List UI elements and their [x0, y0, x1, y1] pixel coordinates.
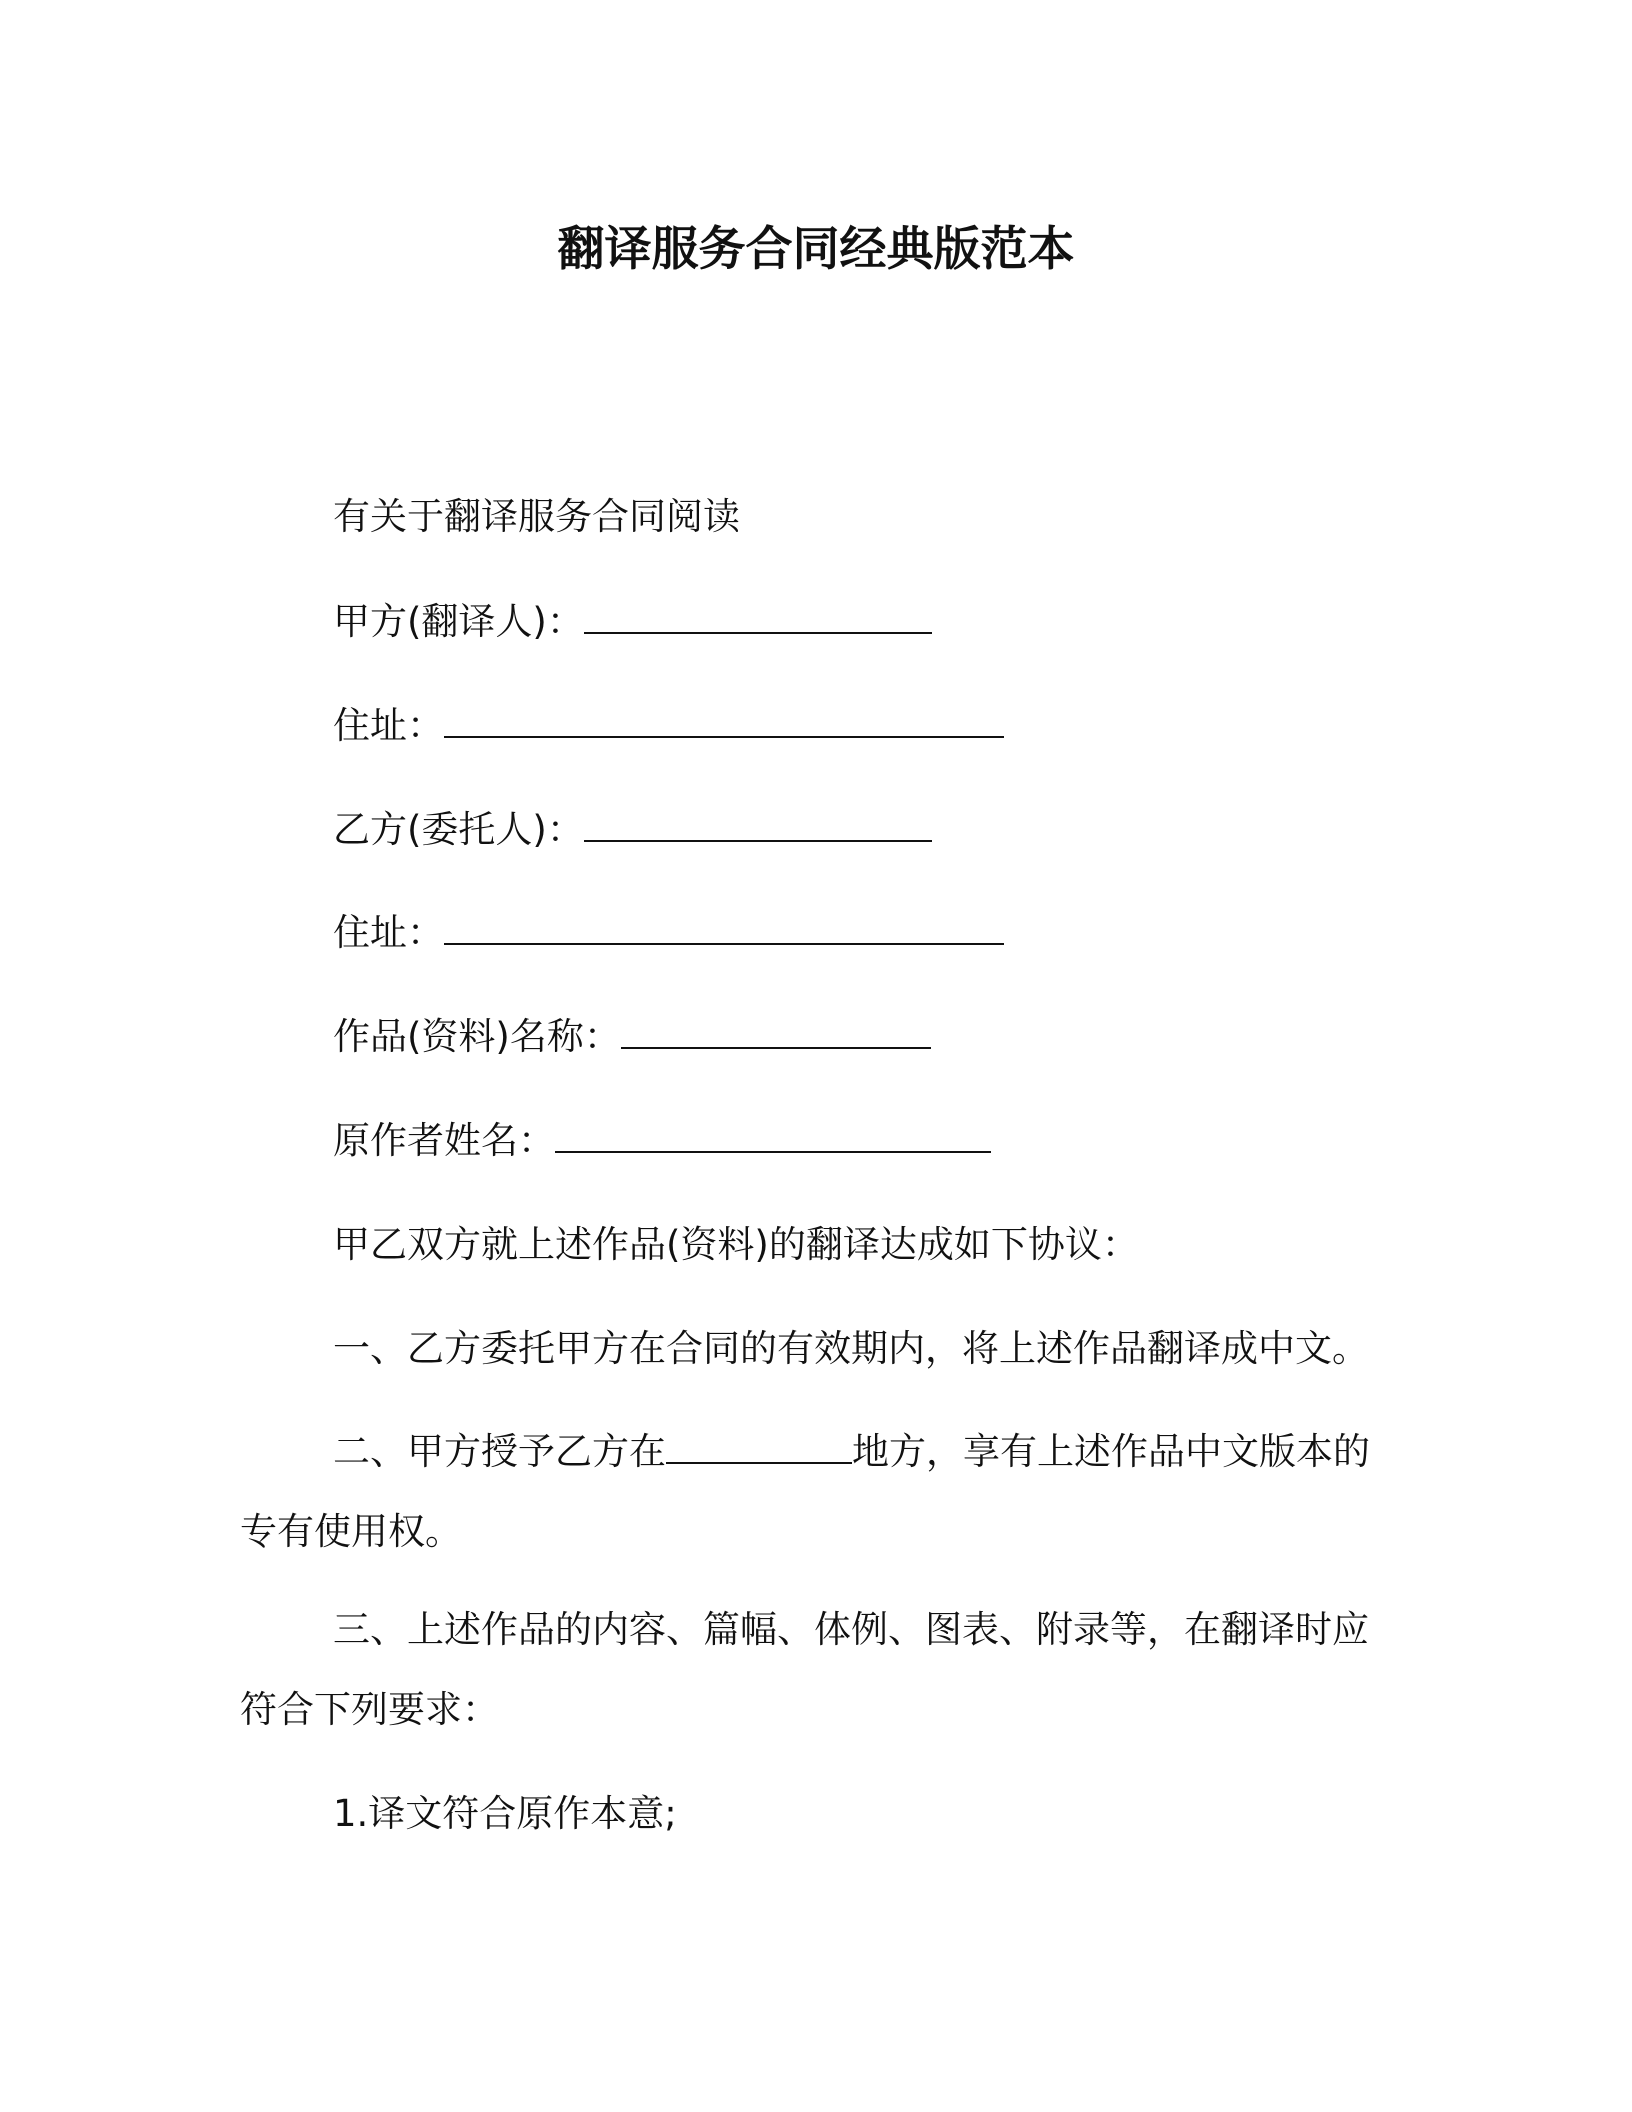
blank-line	[584, 602, 932, 634]
field-label: 作品(资料)名称：	[333, 1015, 621, 1058]
field-party-b	[333, 803, 932, 857]
blank-line	[666, 1432, 852, 1464]
field-address-b	[333, 906, 1004, 960]
field-label: 住址：	[333, 704, 444, 747]
field-work-name	[333, 1010, 931, 1064]
field-label: 乙方(委托人)：	[333, 808, 584, 851]
field-label: 住址：	[333, 911, 444, 954]
blank-line	[444, 913, 1004, 945]
clause-2	[240, 1412, 1380, 1572]
clause-2-text-end: 地方，享有上述作品中文版本的专有使用权。	[240, 1430, 1370, 1553]
blank-line	[555, 1121, 991, 1153]
requirement-item-1: 1.译文符合原作本意;	[333, 1792, 677, 1835]
blank-line	[444, 706, 1004, 738]
clause-2-text-start: 二、甲方授予乙方在	[333, 1430, 666, 1473]
blank-line	[621, 1017, 931, 1049]
field-author-name	[333, 1114, 991, 1168]
field-label: 原作者姓名：	[333, 1119, 555, 1162]
intro-line: 有关于翻译服务合同阅读	[333, 495, 740, 538]
field-address-a	[333, 699, 1004, 753]
blank-line	[584, 810, 932, 842]
agreement-intro: 甲乙双方就上述作品(资料)的翻译达成如下协议：	[333, 1223, 1139, 1266]
field-label: 甲方(翻译人)：	[333, 600, 584, 643]
document-title: 翻译服务合同经典版范本	[557, 222, 1075, 277]
clause-1: 一、乙方委托甲方在合同的有效期内，将上述作品翻译成中文。	[333, 1327, 1369, 1370]
field-party-a	[333, 595, 932, 649]
clause-3: 三、上述作品的内容、篇幅、体例、图表、附录等，在翻译时应符合下列要求：	[240, 1608, 1369, 1731]
